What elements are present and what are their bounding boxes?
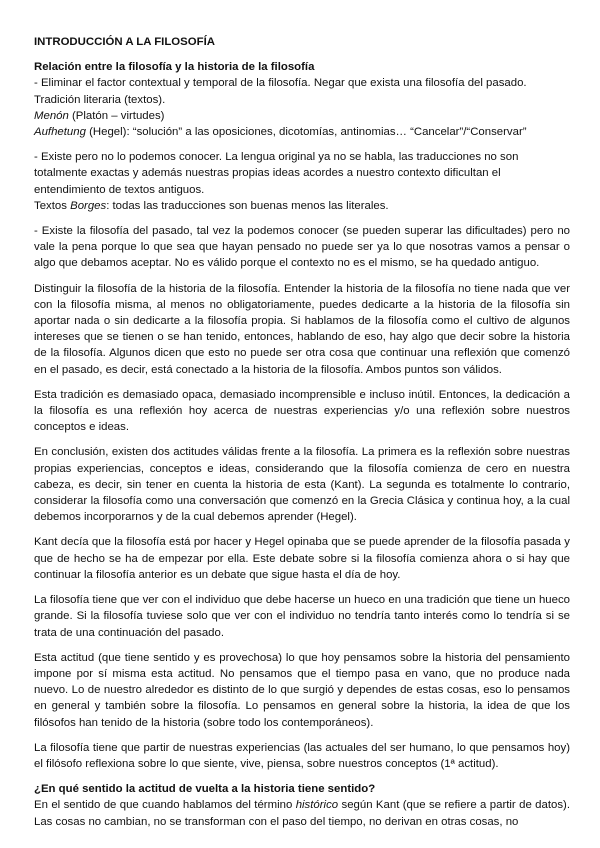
text-span: (Platón – virtudes) — [68, 109, 165, 122]
section-heading: ¿En qué sentido la actitud de vuelta a la historia tiene sentido? — [34, 783, 376, 796]
term-aufhetung: Aufhetung — [34, 126, 86, 139]
text-span: según Kant (que se refiere a partir de datos). Las cosas no cambian, no se transforman con el paso del tiempo, no derivan en otras cosas, no — [34, 799, 570, 828]
paragraph: - Eliminar el factor contextual y temporal de la filosofía. Negar que exista una filosofía del pasado. Tradición literaria (textos). — [34, 77, 527, 106]
paragraph: En conclusión, existen dos actitudes válidas frente a la filosofía. La primera es la reflexión sobre nuestras propias experiencias, conceptos e ideas, considerando que la filosofía comienza de cero en nuestra cabeza, es decir, sin tener en cuenta la historia de esta (Kant). La segunda es totalmente lo contrario, considerar la filosofía como una conversación que comenzó en la Grecia Clásica y continua hoy, a la cual debemos incorporarnos y de la cual debemos aprender (Hegel). — [34, 446, 570, 524]
paragraph — [34, 797, 570, 829]
term-borges: Borges — [70, 199, 107, 212]
paragraph: Kant decía que la filosofía está por hacer y Hegel opinaba que se puede aprender de la filosofía pasada y que de hecho se ha de empezar por ella. Este debate sobre si la filosofía comienza ahora o si hay que continuar la filosofía anterior es un debate que sigue hasta el día de hoy. — [34, 536, 570, 581]
text-span: (Hegel): “solución” a las oposiciones, dicotomías, antinomias… “Cancelar”/“Conservar” — [85, 126, 527, 139]
paragraph: - Existe pero no lo podemos conocer. La lengua original ya no se habla, las traducciones no son totalmente exactas y además nuestras propias ideas acordes a nuestro contexto dificultan el entendimiento de textos antiguos. — [34, 151, 519, 196]
paragraph: Distinguir la filosofía de la historia de la filosofía. Entender la historia de la filosofía no tiene nada que ver con la filosofía misma, al menos no obligatoriamente, puedes dedicarte a la historia de la filosofía sin aportar nada o sin dedicarte a la filosofía propia. Si hablamos de la filosofía como el cultivo de algunos intereses que se tienen o se han tenido, entonces, hablando de eso, hay algo que decir sobre la historia de la filosofía. Algunos dicen que esto no puede ser otra cosa que continuar una reflexión que comenzó en el pasado, es decir, está conectado a la historia de la filosofía. Ambos puntos son válidos. — [34, 282, 570, 376]
term-menon: Menón — [34, 109, 69, 122]
section-heading: Relación entre la filosofía y la historia de la filosofía — [34, 61, 315, 74]
paragraph: La filosofía tiene que partir de nuestras experiencias (las actuales del ser humano, lo que pensamos hoy) el filósofo reflexiona sobre lo que siente, vive, piensa, sobre nuestros conceptos (1ª actitud). — [34, 741, 570, 770]
paragraph: Esta actitud (que tiene sentido y es provechosa) lo que hoy pensamos sobre la historia del pensamiento impone por sí misma esta actitud. No pensamos que el tiempo pasa en vano, que no produce nada nuevo. Lo de nuestro alrededor es distinto de lo que surgió y dependes de estas cosas, eso lo pensamos en general y también sobre la filosofía. Lo pensamos en general sobre la historia, la idea de que los filósofos han tenido de la historia (sobre todo los contemporáneos). — [34, 651, 570, 729]
paragraph — [34, 198, 570, 214]
text-span: Textos — [34, 199, 71, 212]
text-span: En el sentido de que cuando hablamos del término — [34, 799, 296, 812]
term-historico: histórico — [295, 799, 339, 812]
text-span: : todas las traducciones son buenas menos las literales. — [106, 199, 389, 212]
paragraph — [34, 108, 570, 124]
paragraph — [34, 124, 570, 140]
document-page — [34, 34, 570, 830]
paragraph: Esta tradición es demasiado opaca, demasiado incomprensible e incluso inútil. Entonces, la dedicación a la filosofía es una reflexión hoy acerca de nuestras experiencias y/o una reflexión sobre nuestros conceptos e ideas. — [34, 388, 570, 434]
paragraph: - Existe la filosofía del pasado, tal vez la podemos conocer (se pueden superar las dificultades) pero no vale la pena porque lo que sea que hayan pensado no puede ser ya lo que nosotras vamos a pensar o algo que debamos aceptar. No es válido porque el contexto no es el mismo, se ha quedado antiguo. — [34, 225, 570, 270]
document-title: INTRODUCCIÓN A LA FILOSOFÍA — [34, 36, 215, 48]
paragraph: La filosofía tiene que ver con el individuo que debe hacerse un hueco en una tradición que tiene un hueco grande. Si la filosofía tuviese solo que ver con el individuo no tendría tanto interés como lo tendría si se trata de una continuación del pasado. — [34, 594, 570, 639]
